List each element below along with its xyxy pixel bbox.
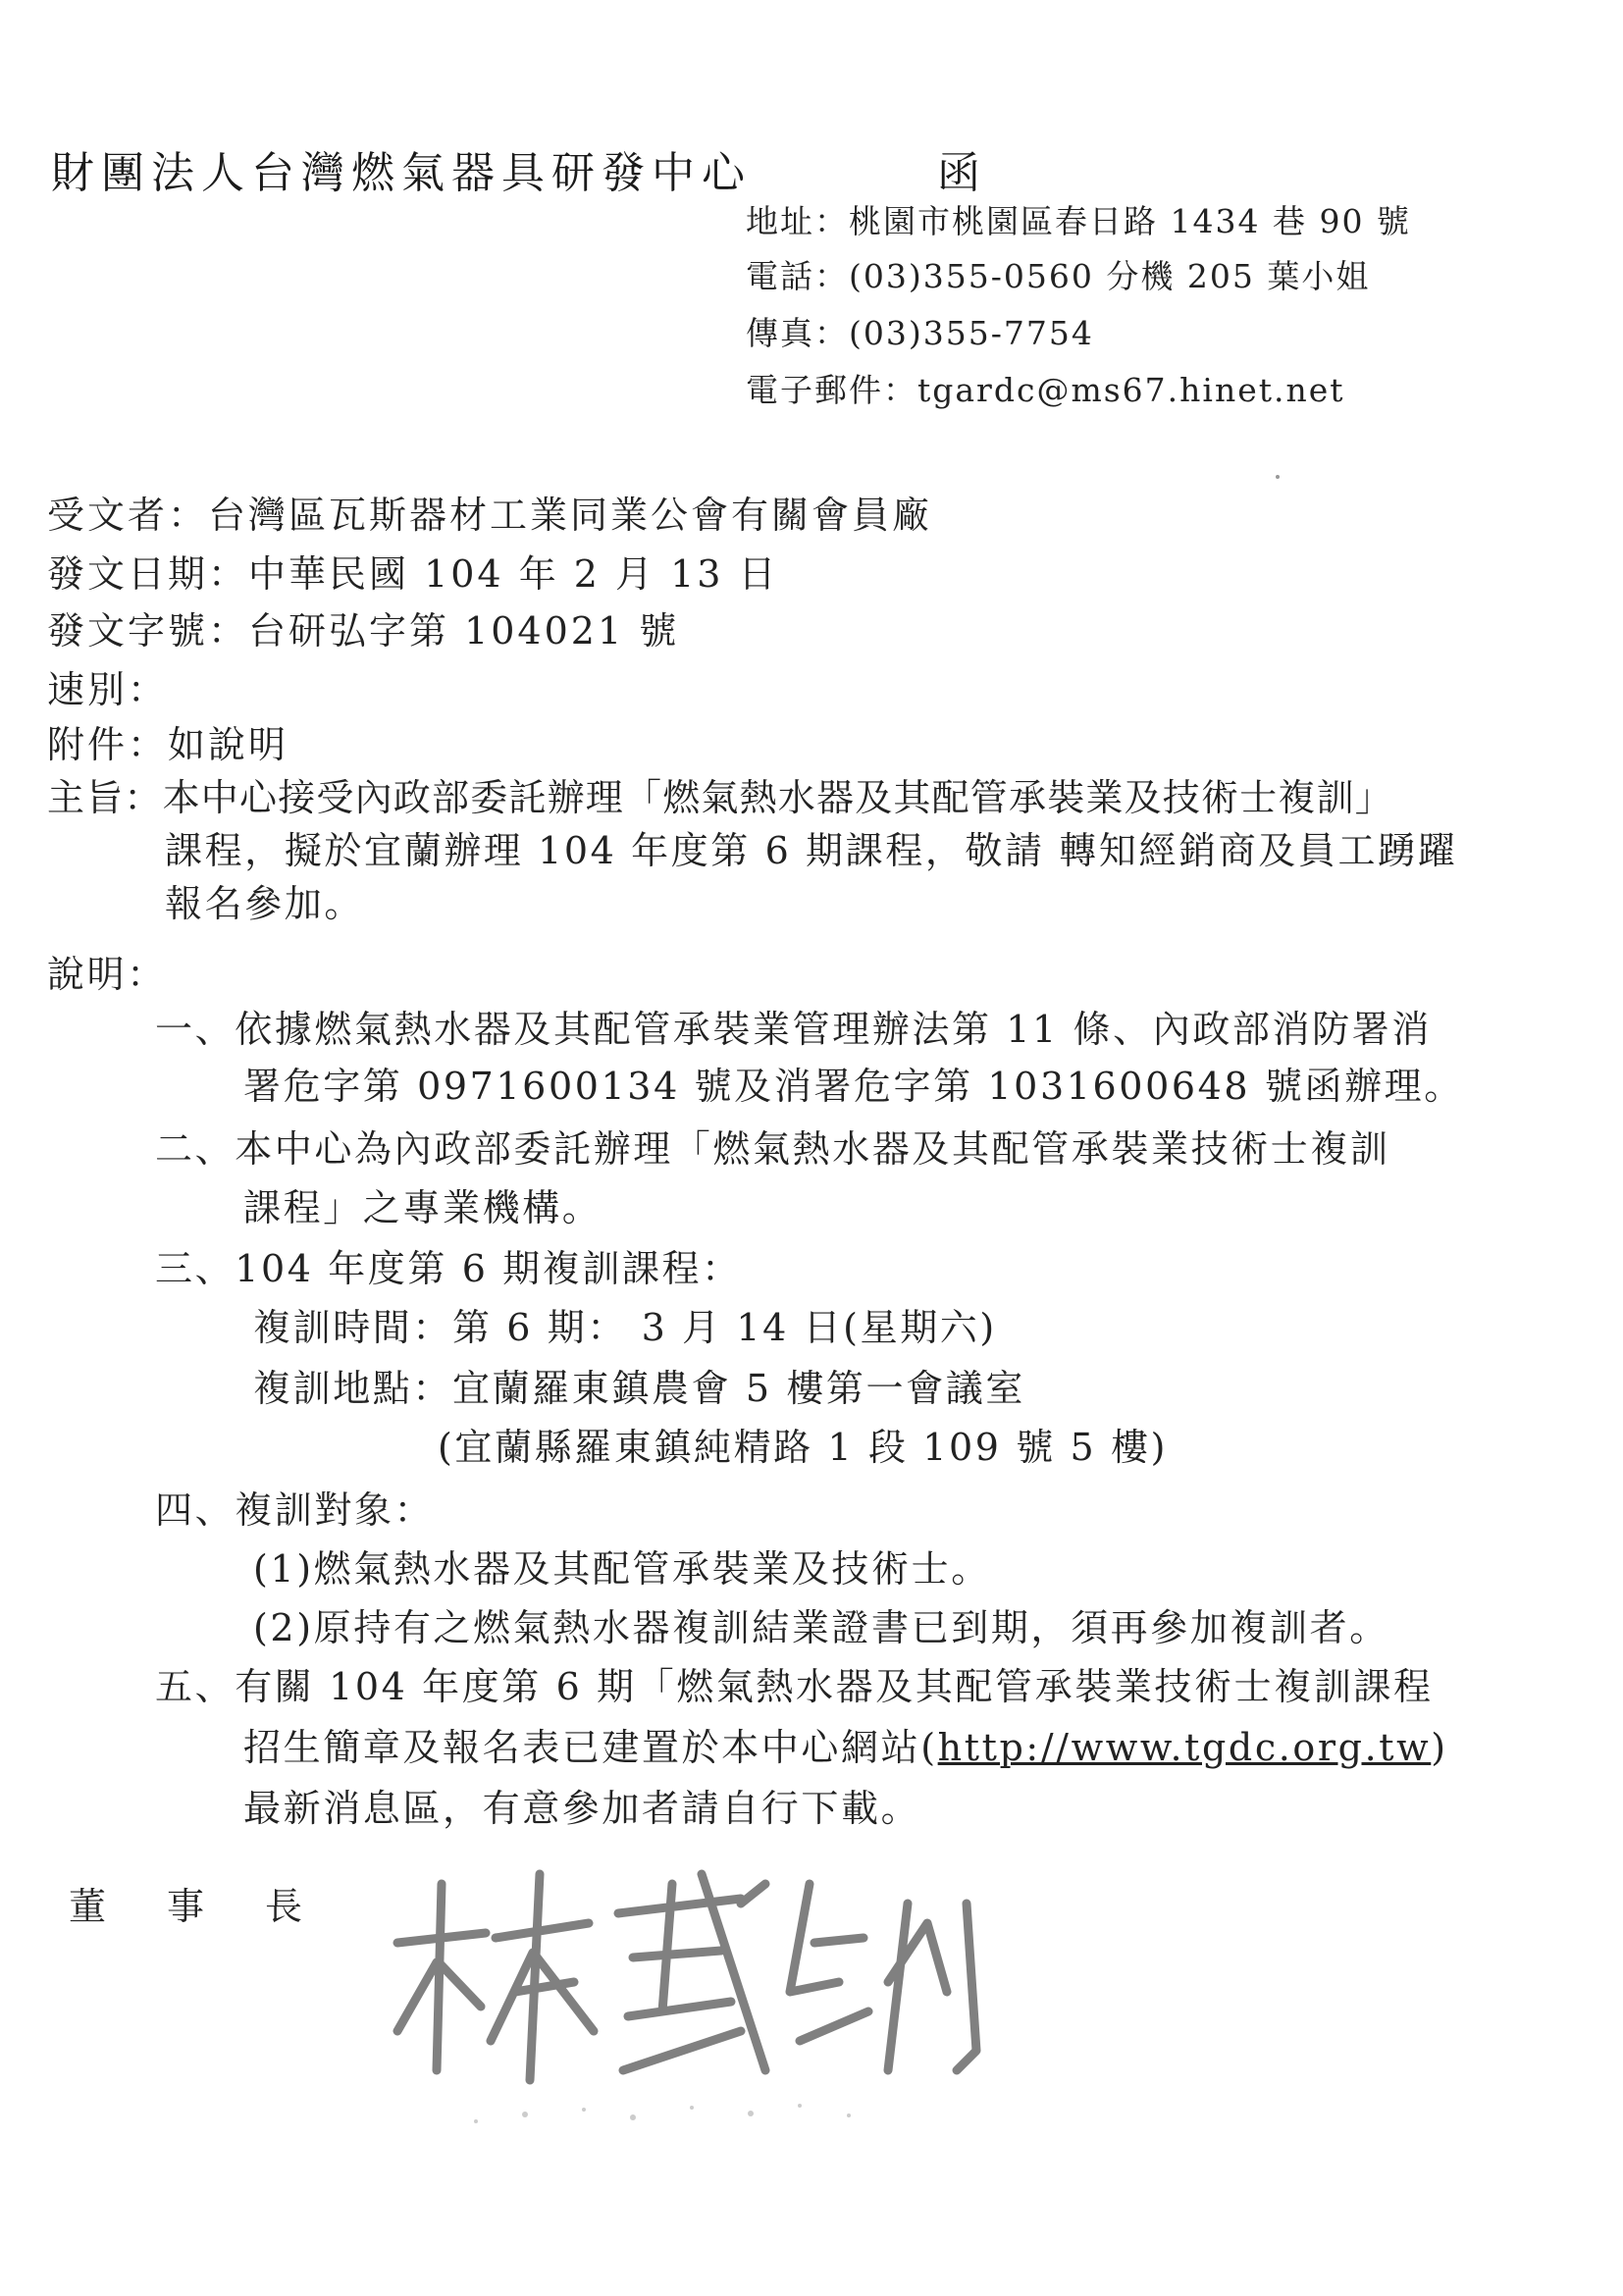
contact-address: 地址：桃園市桃園區春日路 1434 巷 90 號 — [746, 202, 1411, 240]
issue-date: 發文日期：中華民國 104 年 2 月 13 日 — [47, 552, 779, 596]
training-place: 複訓地點：宜蘭羅東鎮農會 5 樓第一會議室 — [253, 1367, 1025, 1410]
chairman-signature — [378, 1845, 1006, 2139]
explanation-item-4-line-1: 四、複訓對象： — [155, 1488, 435, 1532]
contact-phone: 電話：(03)355-0560 分機 205 葉小姐 — [746, 257, 1371, 295]
explanation-heading: 說明： — [47, 953, 167, 996]
item-5-closing: ) — [1431, 1726, 1448, 1769]
attachment: 附件：如說明 — [47, 723, 289, 766]
chairman-title — [69, 1876, 363, 1930]
urgency: 速別： — [47, 668, 169, 711]
scan-speck — [1276, 475, 1280, 479]
explanation-item-5-line-2 — [243, 1717, 1448, 1771]
org-name: 財團法人台灣燃氣器具研發中心 — [51, 148, 752, 198]
explanation-item-5-line-3: 最新消息區，有意參加者請自行下載。 — [243, 1787, 921, 1830]
explanation-item-3-line-1: 三、104 年度第 6 期複訓課程： — [155, 1247, 742, 1290]
explanation-item-2-line-1: 二、本中心為內政部委託辦理「燃氣熱水器及其配管承裝業技術士複訓 — [155, 1127, 1390, 1171]
explanation-item-1-line-2: 署危字第 0971600134 號及消署危字第 1031600648 號函辦理。 — [243, 1065, 1464, 1108]
explanation-item-5-line-1: 五、有關 104 年度第 6 期「燃氣熱水器及其配管承裝業技術士複訓課程 — [155, 1665, 1434, 1708]
target-item-1: (1)燃氣熱水器及其配管承裝業及技術士。 — [253, 1547, 991, 1591]
website-link[interactable]: http://www.tgdc.org.tw — [937, 1726, 1432, 1769]
recipient: 受文者：台灣區瓦斯器材工業同業公會有關會員廠 — [47, 494, 933, 537]
contact-fax: 傳真：(03)355-7754 — [746, 314, 1094, 352]
target-item-2: (2)原持有之燃氣熱水器複訓結業證書已到期，須再參加複訓者。 — [253, 1606, 1389, 1649]
document-number: 發文字號：台研弘字第 104021 號 — [47, 609, 680, 652]
training-address: (宜蘭縣羅東鎮純精路 1 段 109 號 5 樓) — [438, 1426, 1169, 1469]
explanation-item-2-line-2: 課程」之專業機構。 — [243, 1186, 602, 1229]
subject-line-2: 課程，擬於宜蘭辦理 104 年度第 6 期課程，敬請 轉知經銷商及員工踴躍 — [165, 829, 1458, 872]
contact-email: 電子郵件：tgardc@ms67.hinet.net — [746, 371, 1345, 409]
subject-line-1: 主旨：本中心接受內政部委託辦理「燃氣熱水器及其配管承裝業及技術士複訓」 — [47, 776, 1394, 819]
document-kind: 函 — [937, 148, 980, 198]
training-time: 複訓時間：第 6 期： 3 月 14 日(星期六) — [253, 1306, 997, 1349]
title-char: 事 — [167, 1885, 205, 1928]
title-char: 長 — [265, 1885, 303, 1928]
explanation-item-1-line-1: 一、依據燃氣熱水器及其配管承裝業管理辦法第 11 條、內政部消防署消 — [155, 1008, 1432, 1051]
subject-line-3: 報名參加。 — [165, 882, 365, 925]
title-char: 董 — [69, 1885, 107, 1928]
item-5-text: 招生簡章及報名表已建置於本中心網站( — [243, 1726, 938, 1769]
